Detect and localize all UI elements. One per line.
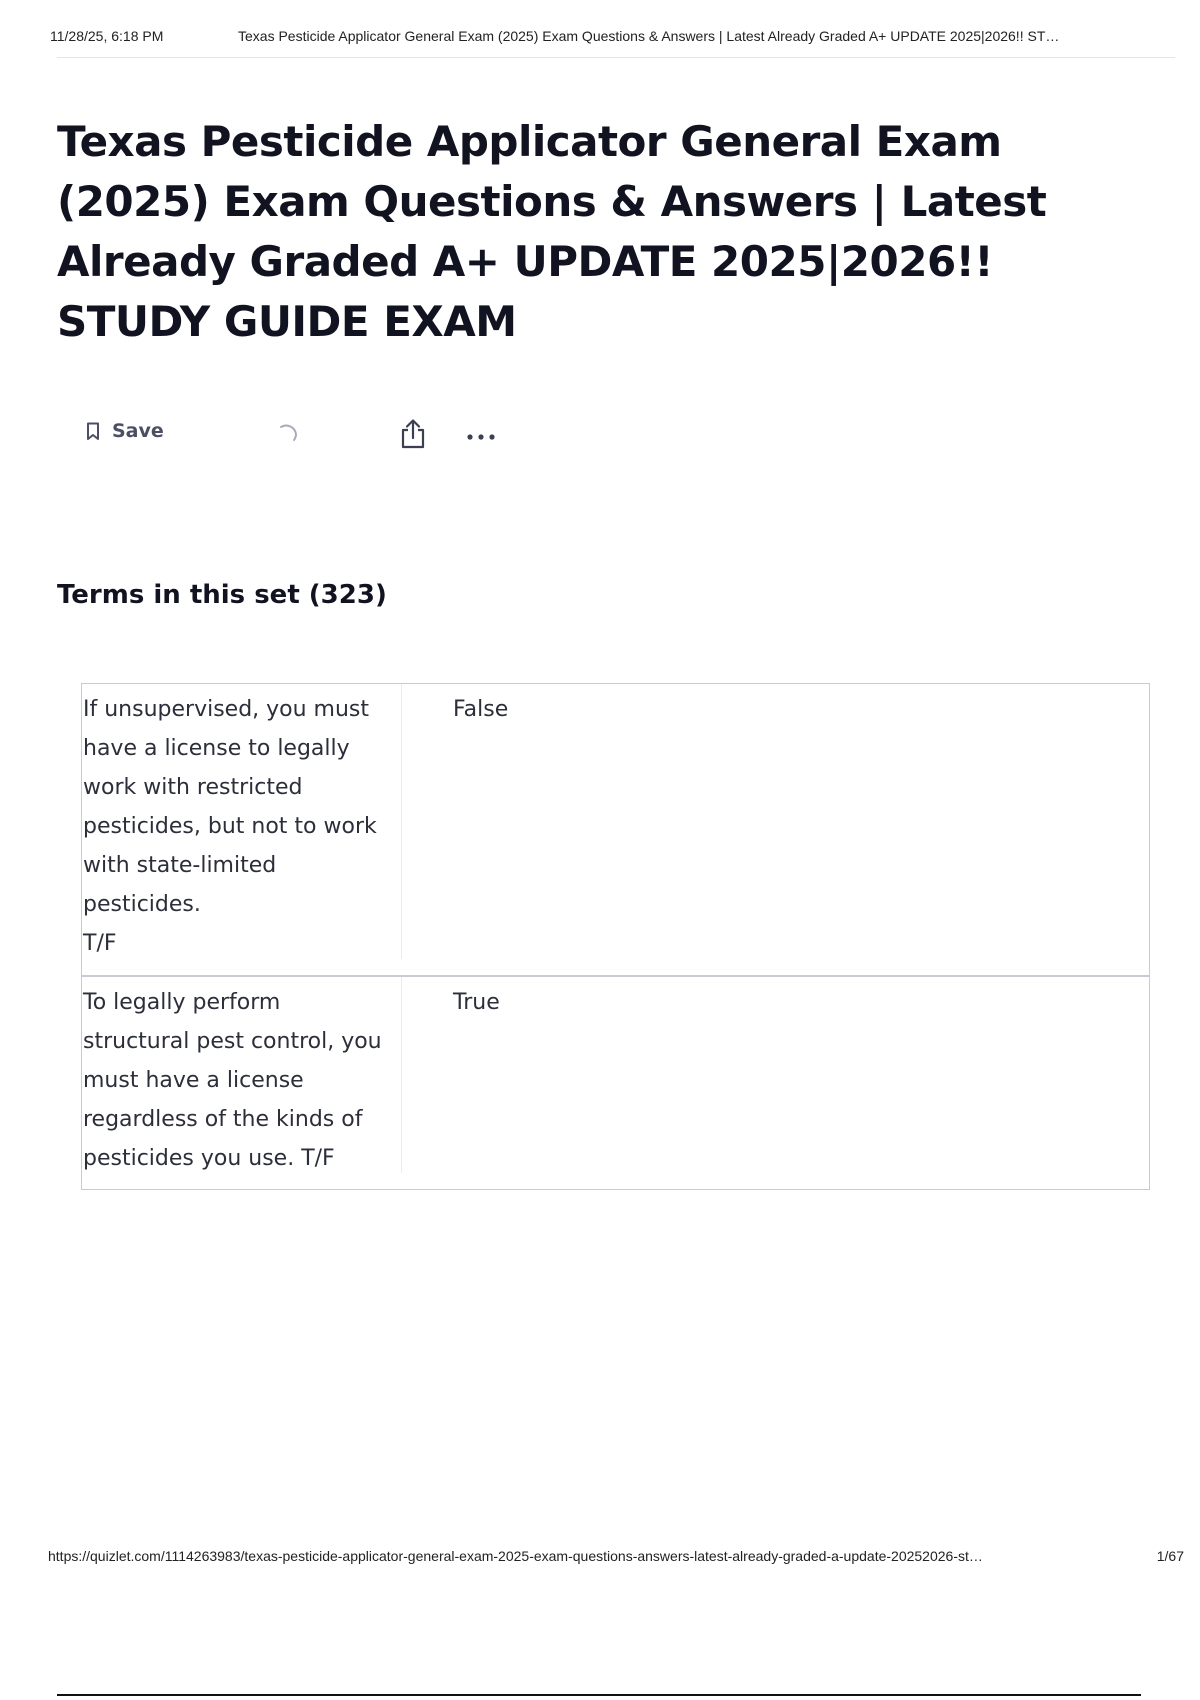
definition-text: True <box>453 990 500 1015</box>
term-row[interactable] <box>82 975 1149 1189</box>
page-title: Texas Pesticide Applicator General Exam (2025) Exam Questions & Answers | Latest Already Graded A+ UPDATE 2025|2026!! STUDY GUIDE EXAM <box>57 117 1047 346</box>
term-row[interactable] <box>82 684 1149 975</box>
print-date: 11/28/25, 6:18 PM <box>50 28 164 44</box>
page-number: 1/67 <box>1156 1548 1184 1564</box>
definition-text: False <box>453 697 509 722</box>
terms-count-heading: Terms in this set (323) <box>57 580 387 610</box>
term-text-line: To legally perform structural pest control, you must have a license regardless of the kinds of pesticides you use. T/F <box>83 990 382 1171</box>
loading-spinner-icon <box>276 422 300 451</box>
print-header <box>50 28 1180 50</box>
bookmark-icon <box>86 422 100 441</box>
print-doc-title: Texas Pesticide Applicator General Exam (2025) Exam Questions & Answers | Latest Already Graded A+ UPDATE 2025|2026!! ST… <box>238 28 1060 44</box>
header-divider <box>57 57 1175 58</box>
save-button[interactable] <box>86 420 164 442</box>
set-toolbar <box>86 418 526 454</box>
print-url: https://quizlet.com/1114263983/texas-pesticide-applicator-general-exam-2025-exam-questions-answers-latest-already-graded-a-update-20252026-st… <box>48 1548 983 1564</box>
more-options-icon[interactable] <box>466 428 496 446</box>
terms-table <box>81 683 1150 1190</box>
term-text <box>82 977 402 1173</box>
term-text-line: If unsupervised, you must have a license to legally work with restricted pesticides, but not to work with state-limited pesticides. T/F <box>83 697 377 956</box>
save-label: Save <box>112 420 164 442</box>
term-text <box>82 684 402 959</box>
share-icon[interactable] <box>398 418 428 455</box>
print-footer <box>48 1548 1184 1564</box>
page-bottom-rule <box>57 1694 1141 1696</box>
